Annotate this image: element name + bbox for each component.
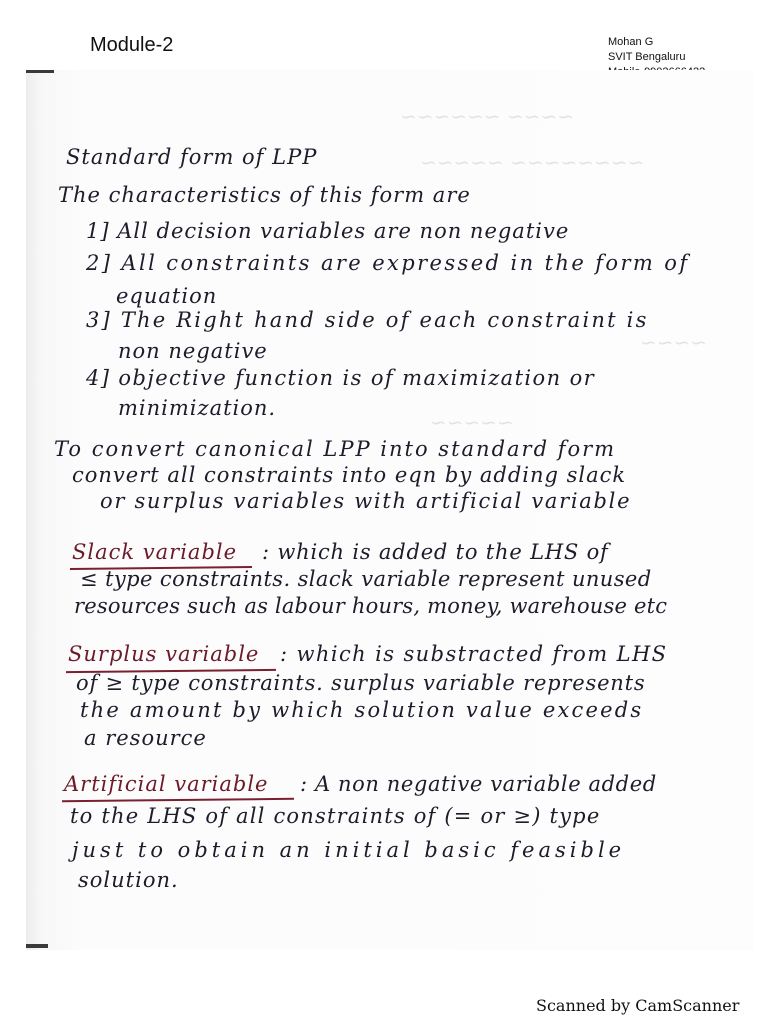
term-artificial-variable: Artificial variable [64, 772, 269, 796]
author-institution: SVIT Bengaluru [608, 51, 686, 63]
page-title: Module-2 [90, 34, 174, 56]
page-edge-mark [26, 70, 54, 73]
bleed-through-shadow: ~~~~~ [430, 410, 514, 434]
bleed-through-shadow: ~~~~~~~~ ~~~~~ [420, 150, 645, 174]
note-line: resources such as labour hours, money, warehouse etc [74, 594, 668, 618]
note-list-item: 3] The Right hand side of each constraint is [86, 308, 649, 332]
note-list-item: 4] objective function is of maximization or [86, 366, 596, 390]
term-surplus-variable: Surplus variable [68, 642, 260, 666]
author-name: Mohan G [608, 36, 654, 48]
bleed-through-shadow: ~~~~ [640, 330, 708, 354]
note-line: convert all constraints into eqn by adding slack [72, 463, 627, 487]
note-line: or surplus variables with artificial variable [100, 489, 632, 513]
scanner-footer: Scanned by CamScanner [536, 996, 740, 1015]
term-slack-variable: Slack variable [72, 540, 238, 564]
note-line: the amount by which solution value exceeds [80, 698, 644, 722]
note-list-item: 2] All constraints are expressed in the form of [86, 251, 690, 275]
note-heading: Standard form of LPP [66, 145, 318, 169]
note-line: The characteristics of this form are [58, 183, 471, 207]
note-line: : which is added to the LHS of [262, 540, 609, 564]
note-list-item: 1] All decision variables are non negative [86, 219, 570, 243]
note-line: To convert canonical LPP into standard form [54, 437, 617, 461]
note-list-item: minimization. [118, 396, 277, 420]
note-line: just to obtain an initial basic feasible [72, 838, 626, 862]
note-list-item: equation [116, 284, 218, 308]
note-line: to the LHS of all constraints of (= or ≥) type [70, 804, 601, 828]
bleed-through-shadow: ~~~~ ~~~~~~ [400, 104, 574, 128]
note-line: of ≥ type constraints. surplus variable represents [76, 671, 646, 695]
note-line: : which is substracted from LHS [280, 642, 668, 666]
note-line: a resource [84, 726, 207, 750]
note-line: solution. [78, 868, 179, 892]
page-edge-mark [26, 944, 48, 948]
note-list-item: non negative [118, 339, 268, 363]
note-line: ≤ type constraints. slack variable represent unused [80, 567, 652, 591]
note-line: : A non negative variable added [300, 772, 657, 796]
